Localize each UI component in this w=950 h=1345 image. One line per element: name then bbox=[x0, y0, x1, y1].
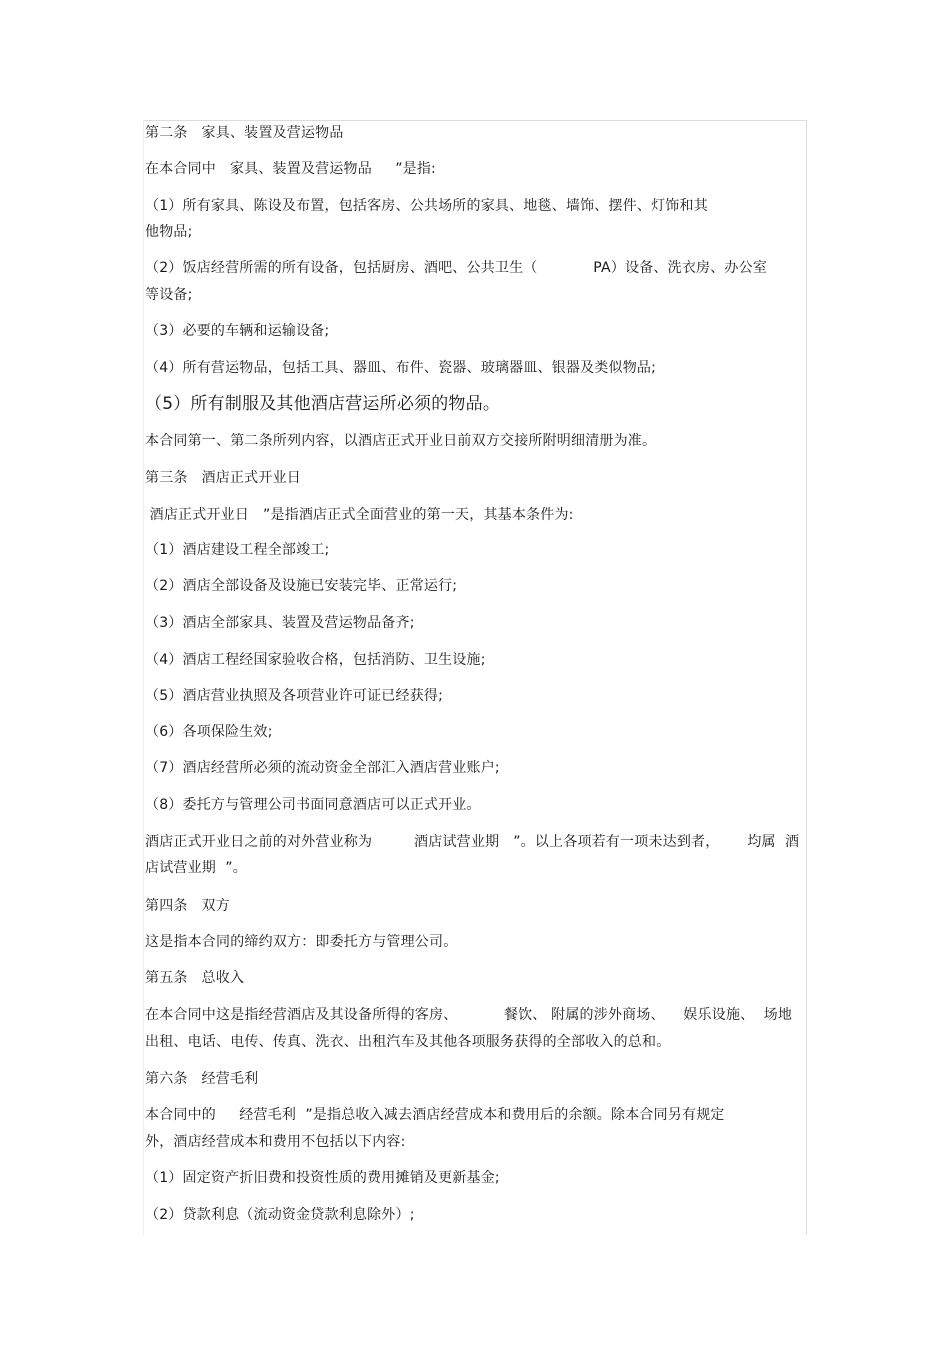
paragraph-line: 在本合同中 家具、装置及营运物品 ”是指: bbox=[145, 161, 436, 177]
list-item-1: （1）所有家具、陈设及布置，包括客房、公共场所的家具、地毯、墙饰、摆件、灯饰和其 bbox=[145, 198, 708, 214]
list-item-2: （2）饭店经营所需的所有设备，包括厨房、酒吧、公共卫生（ PA）设备、洗衣房、办公室 bbox=[145, 260, 768, 276]
paragraph-line-cont: 外，酒店经营成本和费用不包括以下内容: bbox=[145, 1134, 406, 1150]
page-frame bbox=[143, 120, 807, 1235]
list-item-4: （4）酒店工程经国家验收合格，包括消防、卫生设施; bbox=[145, 652, 486, 668]
paragraph-line-cont: 店试营业期 ”。 bbox=[145, 860, 247, 876]
list-item-2-cont: 等设备; bbox=[145, 287, 193, 303]
paragraph-line-cont: 出租、电话、电传、传真、洗衣、出租汽车及其他各项服务获得的全部收入的总和。 bbox=[145, 1034, 671, 1050]
article-4-heading: 第四条 双方 bbox=[145, 898, 230, 914]
list-item-6: （6）各项保险生效; bbox=[145, 724, 273, 740]
paragraph-line: 这是指本合同的缔约双方：即委托方与管理公司。 bbox=[145, 934, 458, 950]
paragraph-line: 本合同中的 经营毛利 ”是指总收入减去酒店经营成本和费用后的余额。除本合同另有规定 bbox=[145, 1107, 725, 1123]
list-item-2: （2）贷款利息（流动资金贷款利息除外）; bbox=[145, 1207, 415, 1223]
paragraph-line: 本合同第一、第二条所列内容，以酒店正式开业日前双方交接所附明细清册为准。 bbox=[145, 433, 657, 449]
list-item-5: （5）酒店营业执照及各项营业许可证已经获得; bbox=[145, 688, 444, 704]
list-item-1: （1）酒店建设工程全部竣工; bbox=[145, 542, 330, 558]
paragraph-line: 在本合同中这是指经营酒店及其设备所得的客房、 餐饮、 附属的涉外商场、 娱乐设施、 场地 bbox=[145, 1007, 793, 1023]
list-item-8: （8）委托方与管理公司书面同意酒店可以正式开业。 bbox=[145, 797, 481, 813]
article-3-heading: 第三条 酒店正式开业日 bbox=[145, 470, 301, 486]
list-item-2: （2）酒店全部设备及设施已安装完毕、正常运行; bbox=[145, 578, 458, 594]
article-2-heading: 第二条 家具、装置及营运物品 bbox=[145, 125, 344, 141]
paragraph-line: 酒店正式开业日之前的对外营业称为 酒店试营业期 ”。以上各项若有一项未达到者， 均属 酒 bbox=[145, 834, 800, 850]
list-item-5: （5）所有制服及其他酒店营运所必须的物品。 bbox=[145, 394, 501, 414]
paragraph-line: 酒店正式开业日 ”是指酒店正式全面营业的第一天，其基本条件为: bbox=[145, 507, 574, 523]
article-6-heading: 第六条 经营毛利 bbox=[145, 1071, 259, 1087]
list-item-1-cont: 他物品; bbox=[145, 224, 193, 240]
list-item-3: （3）酒店全部家具、装置及营运物品备齐; bbox=[145, 615, 415, 631]
list-item-7: （7）酒店经营所必须的流动资金全部汇入酒店营业账户; bbox=[145, 760, 500, 776]
article-5-heading: 第五条 总收入 bbox=[145, 970, 245, 986]
list-item-1: （1）固定资产折旧费和投资性质的费用摊销及更新基金; bbox=[145, 1170, 500, 1186]
list-item-4: （4）所有营运物品，包括工具、器皿、布件、瓷器、玻璃器皿、银器及类似物品; bbox=[145, 360, 657, 376]
list-item-3: （3）必要的车辆和运输设备; bbox=[145, 323, 330, 339]
